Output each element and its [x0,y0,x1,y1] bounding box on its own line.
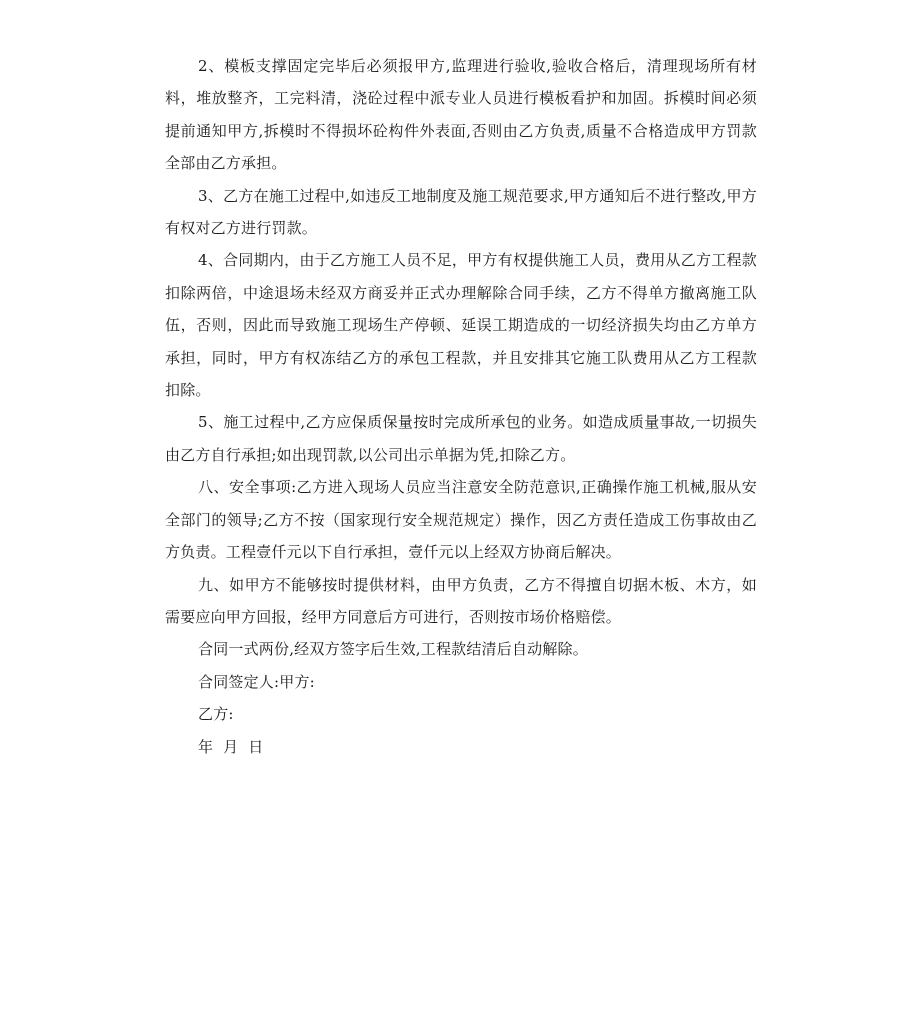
clause-copies: 合同一式两份,经双方签字后生效,工程款结清后自动解除。 [198,640,588,659]
party-b-line: 乙方: [198,705,234,724]
signer-line: 合同签定人:甲方: [198,672,315,691]
clause-quality: 5、施工过程中,乙方应保质保量按时完成所承包的业务。如造成质量事故,一切损失由乙方自行承担;如出现罚款,以公司出示单据为凭,扣除乙方。 [165,413,757,464]
clause-site-rules: 3、乙方在施工过程中,如违反工地制度及施工规范要求,甲方通知后不进行整改,甲方有权对乙方进行罚款。 [165,186,757,238]
clause-safety: 八、安全事项:乙方进入现场人员应当注意安全防范意识,正确操作施工机械,服从安全部门的领导;乙方不按（国家现行安全规范规定）操作，因乙方责任造成工伤事故由乙方负责。工程壹仟元以下自行承担，壹仟元以上经双方协商后解决。 [165,478,757,562]
date-line: 年 月 日 [198,737,264,756]
document-page [165,50,757,763]
clause-template-support: 2、模板支撑固定完毕后必须报甲方,监理进行验收,验收合格后，清理现场所有材料，堆放整齐，工完料清，浇砼过程中派专业人员进行模板看护和加固。拆模时间必须提前通知甲方,拆模时不得损坏砼构件外表面,否则由乙方负责,质量不合格造成甲方罚款全部由乙方承担。 [165,57,757,173]
clause-contract-period: 4、合同期内，由于乙方施工人员不足，甲方有权提供施工人员，费用从乙方工程款扣除两倍，中途退场未经双方商妥并正式办理解除合同手续，乙方不得单方撤离施工队伍，否则，因此而导致施工现场生产停顿、延误工期造成的一切经济损失均由乙方单方承担，同时，甲方有权冻结乙方的承包工程款，并且安排其它施工队费用从乙方工程款扣除。 [165,251,757,400]
clause-materials: 九、如甲方不能够按时提供材料，由甲方负责，乙方不得擅自切据木板、木方，如需要应向甲方回报，经甲方同意后方可进行，否则按市场价格赔偿。 [165,575,757,626]
